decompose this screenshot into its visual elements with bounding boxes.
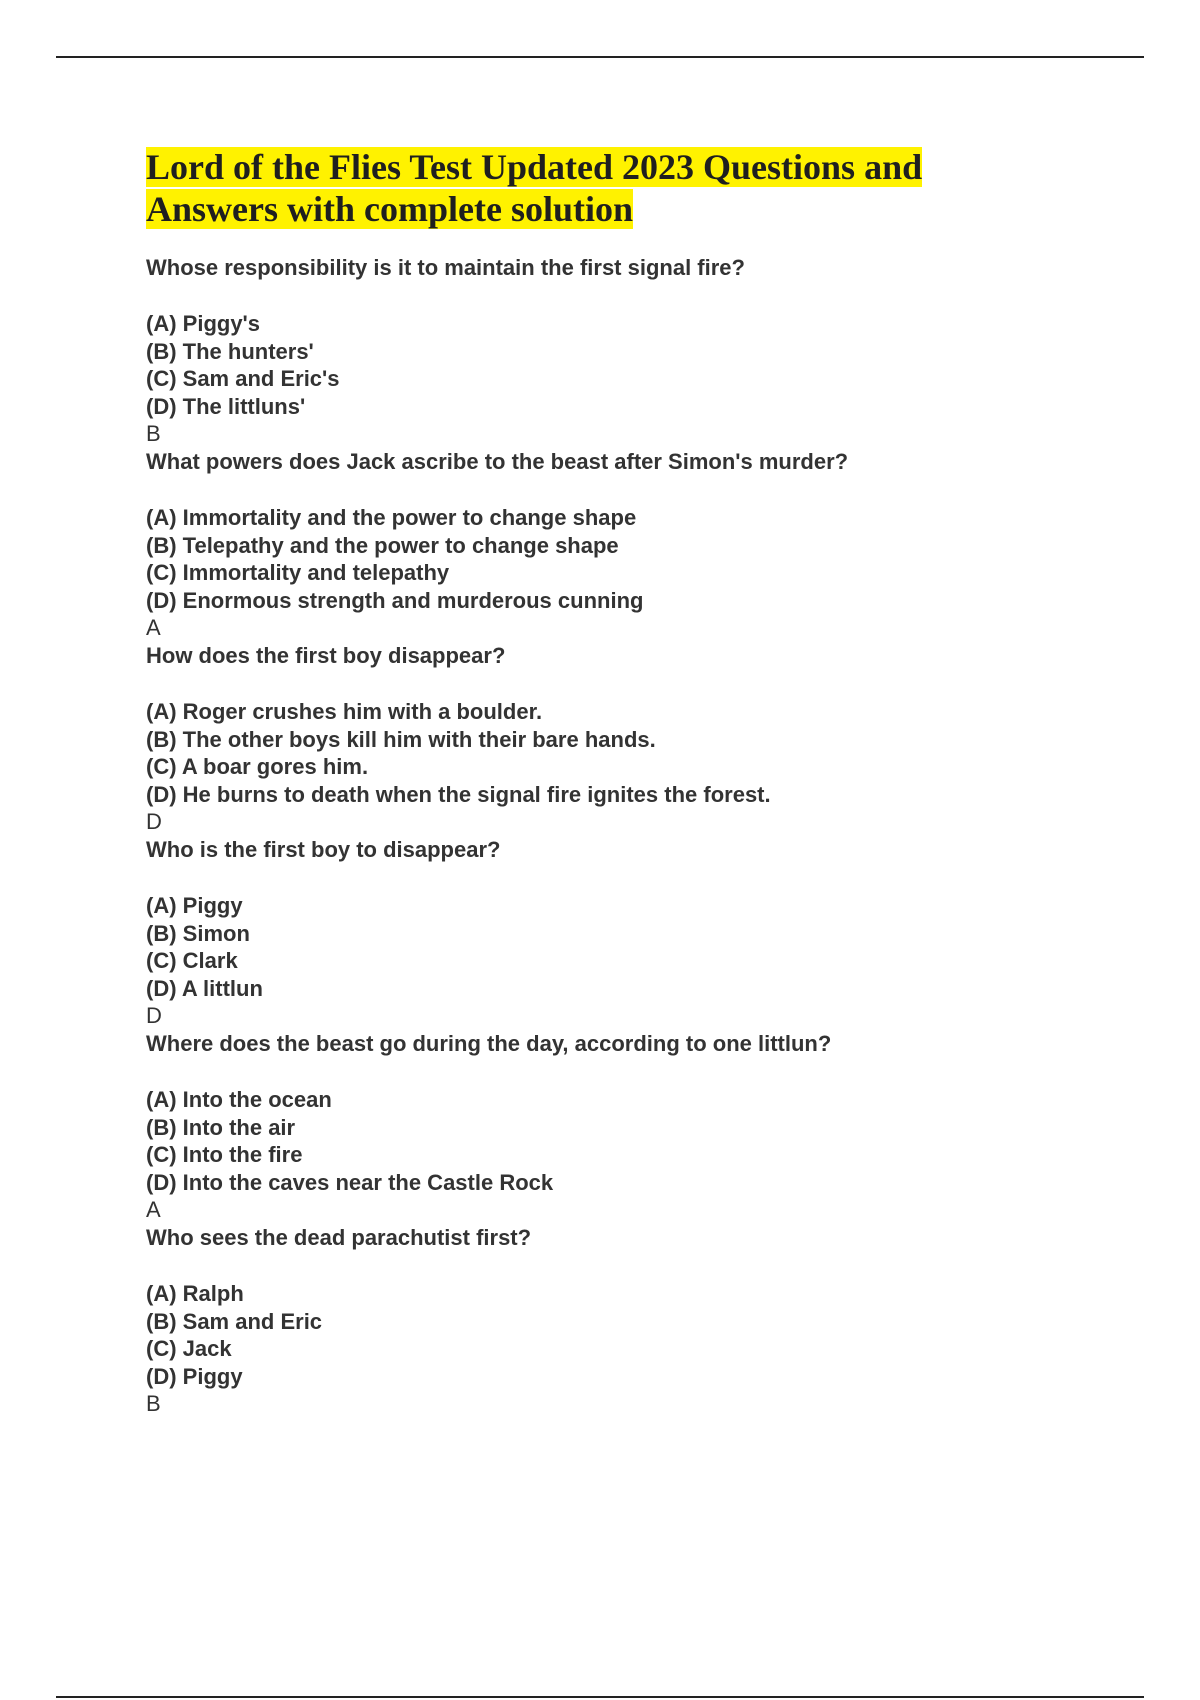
- answer-option: (D) Enormous strength and murderous cunning: [146, 587, 644, 613]
- answer-option: (C) Immortality and telepathy: [146, 560, 450, 585]
- document-body: [146, 146, 1046, 1418]
- bottom-rule: [56, 1696, 1144, 1698]
- answer-option: (B) The hunters': [146, 338, 314, 364]
- top-rule: [56, 56, 1144, 58]
- question-block: [146, 1030, 1046, 1224]
- answer-option: (B) Telepathy and the power to change shape: [146, 532, 619, 558]
- answer-option: (C) A boar gores him.: [146, 754, 369, 779]
- question-text: Who sees the dead parachutist first?: [146, 1225, 532, 1250]
- answer-option: (C) Sam and Eric's: [146, 366, 340, 391]
- answer-option: (D) He burns to death when the signal fire ignites the forest.: [146, 781, 771, 807]
- question-block: [146, 1224, 1046, 1418]
- answer-option: (B) Sam and Eric: [146, 1308, 323, 1334]
- answer-option: (D) A littlun: [146, 975, 263, 1001]
- question-text: How does the first boy disappear?: [146, 643, 506, 668]
- question-text: Whose responsibility is it to maintain the first signal fire?: [146, 255, 745, 280]
- question-block: [146, 642, 1046, 836]
- correct-answer: D: [146, 809, 162, 834]
- title-line-1: Lord of the Flies Test Updated 2023 Questions and: [146, 147, 923, 187]
- answer-option: (A) Into the ocean: [146, 1087, 332, 1112]
- question-list: [146, 254, 1046, 1418]
- title-line-2: Answers with complete solution: [146, 189, 633, 229]
- correct-answer: D: [146, 1003, 162, 1028]
- answer-option: (B) Into the air: [146, 1114, 296, 1140]
- answer-option: (A) Ralph: [146, 1281, 244, 1306]
- correct-answer: B: [146, 1391, 161, 1416]
- question-block: [146, 254, 1046, 448]
- question-text: Who is the first boy to disappear?: [146, 837, 501, 862]
- document-title: [146, 146, 1046, 230]
- correct-answer: A: [146, 1197, 161, 1222]
- answer-option: (A) Piggy: [146, 893, 243, 918]
- answer-option: (C) Into the fire: [146, 1142, 303, 1167]
- answer-option: (A) Piggy's: [146, 311, 261, 336]
- question-text: Where does the beast go during the day, according to one littlun?: [146, 1031, 832, 1056]
- answer-option: (C) Jack: [146, 1336, 232, 1361]
- correct-answer: B: [146, 421, 161, 446]
- question-text: What powers does Jack ascribe to the beast after Simon's murder?: [146, 449, 849, 474]
- answer-option: (D) The littluns': [146, 393, 306, 419]
- question-block: [146, 836, 1046, 1030]
- answer-option: (A) Immortality and the power to change shape: [146, 505, 637, 530]
- answer-option: (B) Simon: [146, 920, 250, 946]
- question-block: [146, 448, 1046, 642]
- answer-option: (D) Piggy: [146, 1363, 243, 1389]
- answer-option: (D) Into the caves near the Castle Rock: [146, 1169, 554, 1195]
- answer-option: (A) Roger crushes him with a boulder.: [146, 699, 543, 724]
- answer-option: (C) Clark: [146, 948, 238, 973]
- correct-answer: A: [146, 615, 161, 640]
- answer-option: (B) The other boys kill him with their bare hands.: [146, 726, 656, 752]
